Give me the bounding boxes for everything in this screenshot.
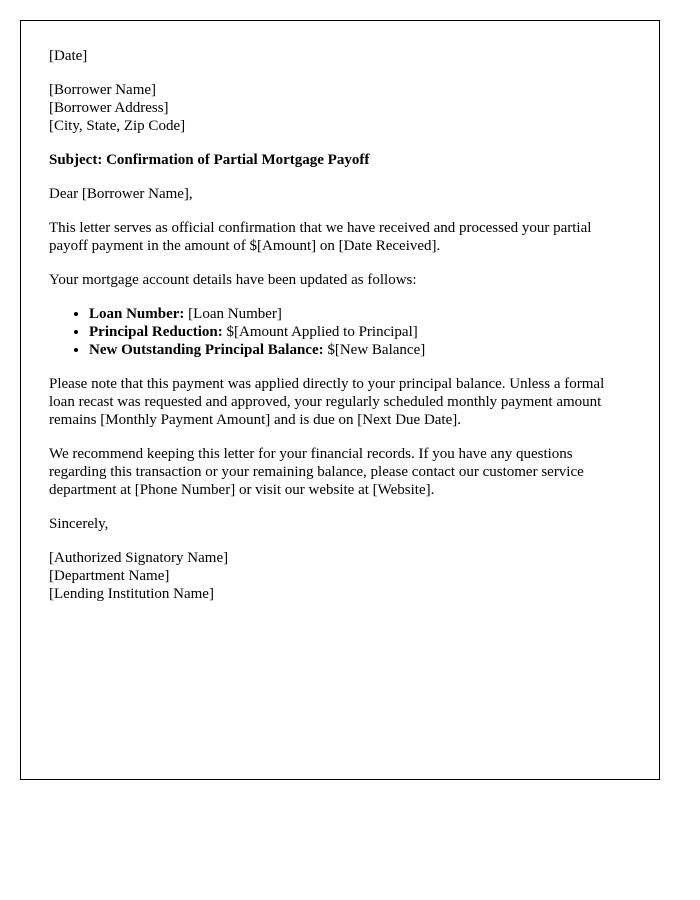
payment-note-paragraph: Please note that this payment was applied directly to your principal balance. Unless a formal loan recast was requested and approved, your regularly scheduled monthly payment amount remains [Monthly Payment Amount] and is due on [Next Due Date]. (49, 376, 605, 428)
closing: Sincerely, (49, 516, 109, 532)
confirmation-paragraph: This letter serves as official confirmation that we have received and processed your partial payoff payment in the amount of $[Amount] on [Date Received]. (49, 220, 592, 254)
subject-line: Subject: Confirmation of Partial Mortgage Payoff (49, 152, 370, 168)
loan-number-label: Loan Number: (89, 306, 185, 322)
letter-date: [Date] (49, 48, 88, 64)
records-paragraph: We recommend keeping this letter for your financial records. If you have any questions regarding this transaction or your remaining balance, please contact our customer service department at [Phone Number] or visit our website at [Website]. (49, 446, 584, 498)
borrower-name: [Borrower Name] (49, 82, 157, 98)
letter-page (20, 20, 660, 780)
principal-reduction-value: $[Amount Applied to Principal] (222, 324, 418, 340)
list-item (89, 323, 631, 341)
borrower-city-state-zip: [City, State, Zip Code] (49, 118, 186, 134)
signatory-name: [Authorized Signatory Name] (49, 550, 229, 566)
principal-reduction-label: Principal Reduction: (89, 324, 223, 340)
borrower-address: [Borrower Address] (49, 100, 169, 116)
new-balance-value: $[New Balance] (323, 342, 426, 358)
salutation: Dear [Borrower Name], (49, 186, 193, 202)
loan-number-value: [Loan Number] (184, 306, 282, 322)
new-balance-label: New Outstanding Principal Balance: (89, 342, 324, 358)
institution-name: [Lending Institution Name] (49, 586, 214, 602)
department-name: [Department Name] (49, 568, 170, 584)
signature-block (49, 549, 631, 603)
account-details-intro: Your mortgage account details have been updated as follows: (49, 272, 417, 288)
list-item (89, 341, 631, 359)
list-item (89, 305, 631, 323)
account-details-list (49, 305, 631, 359)
borrower-address-block (49, 81, 631, 135)
